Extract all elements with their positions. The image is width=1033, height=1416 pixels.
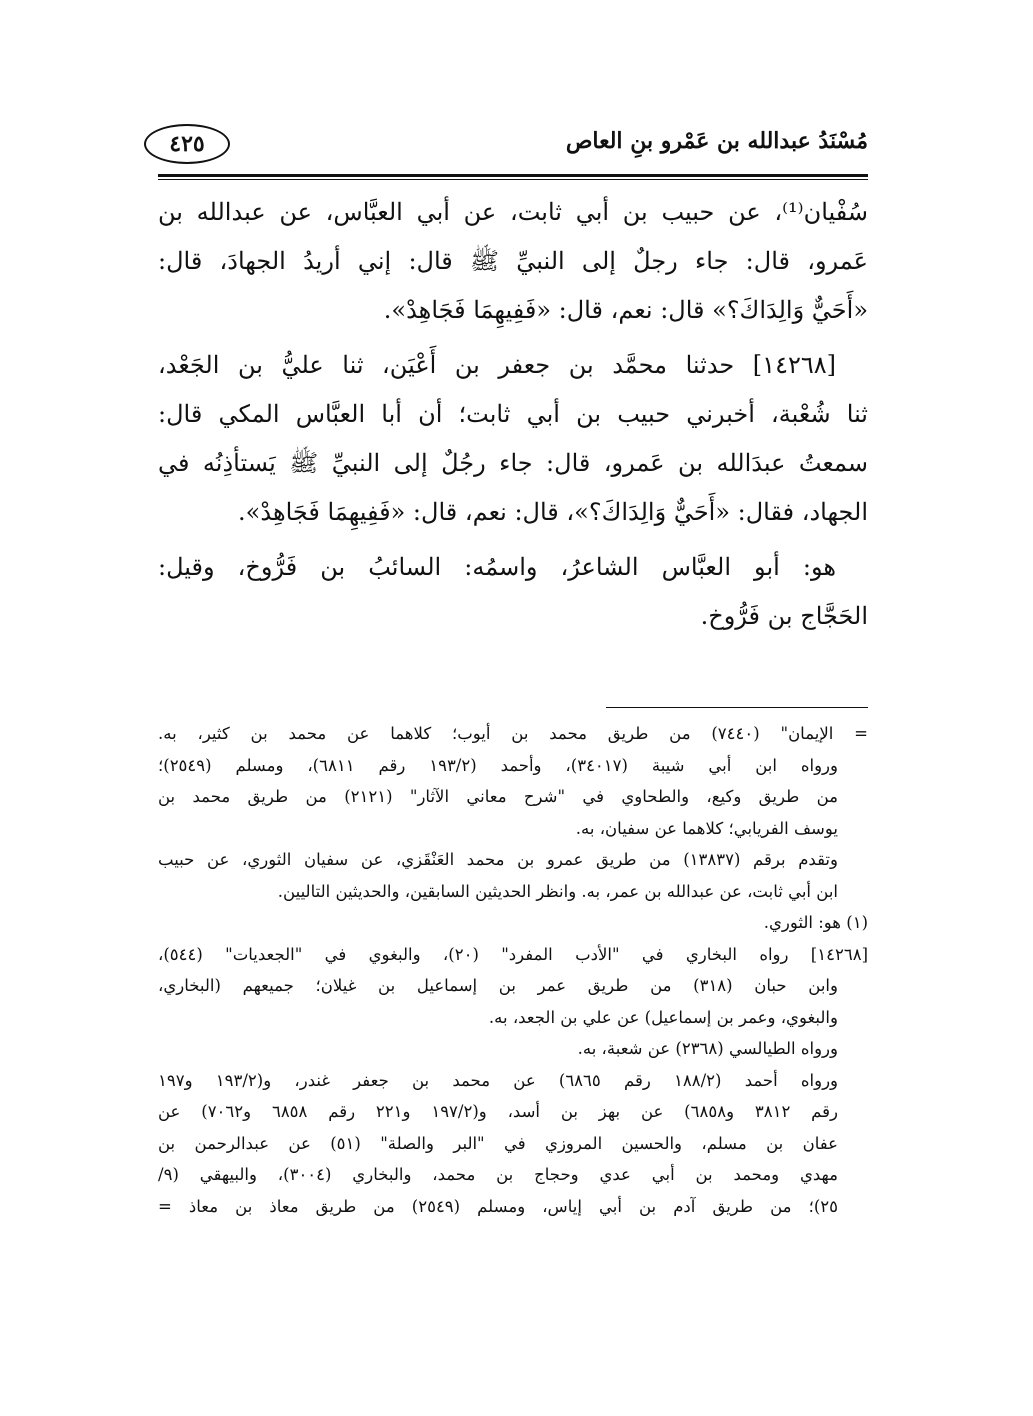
footnote-line: مهدي ومحمد بن أبي عدي وحجاج بن محمد، والبخاري (٣٠٠٤)، والبيهقي (٩/ <box>158 1165 839 1184</box>
text-line: سُفْيان⁽¹⁾، عن حبيب بن أبي ثابت، عن أبي العبَّاس، عن عبدالله بن <box>158 198 868 226</box>
footnote-line: من طريق وكيع، والطحاوي في "شرح معاني الآثار" (٢١٢١) من طريق محمد بن <box>158 787 838 806</box>
main-text <box>158 188 868 647</box>
footnotes <box>158 718 868 1222</box>
footnote-line: عفان بن مسلم، والحسين المروزي في "البر والصلة" (٥١) عن عبدالرحمن بن <box>158 1133 838 1153</box>
header-rule-thin <box>158 179 868 180</box>
footnote-separator <box>606 707 868 708</box>
footnote-line: ابن أبي ثابت، عن عبدالله بن عمر، به. وانظر الحديثين السابقين، والحديثين التاليين. <box>277 881 838 901</box>
footnote-line: وابن حبان (٣١٨) من طريق عمر بن إسماعيل بن غيلان؛ جميعهم (البخاري، <box>158 976 838 995</box>
footnote-line: يوسف الفريابي؛ كلاهما عن سفيان، به. <box>575 818 838 838</box>
footnote-line: ورواه ابن أبي شيبة (٣٤٠١٧)، وأحمد (١٩٣/٢ رقم ٦٨١١)، ومسلم (٢٥٤٩)؛ <box>158 755 838 775</box>
footnote-line: ورواه أحمد (١٨٨/٢ رقم ٦٨٦٥) عن محمد بن جعفر غندر، و(١٩٣/٢ و١٩٧ <box>158 1070 839 1090</box>
text-line: «أَحَيٌّ وَالِدَاكَ؟» قال: نعم، قال: «فَفِيهِمَا فَجَاهِدْ». <box>383 296 868 324</box>
paragraph <box>158 341 868 537</box>
text-line: ثنا شُعْبة، أخبرني حبيب بن أبي ثابت؛ أن أبا العبَّاس المكي قال: <box>158 400 868 428</box>
text-line: [١٤٢٦٨] حدثنا محمَّد بن جعفر بن أَعْيَن، ثنا عليُّ بن الجَعْد، <box>158 351 836 379</box>
footnote-line: [١٤٢٦٨] رواه البخاري في "الأدب المفرد" (٢٠)، والبغوي في "الجعديات" (٥٤٤)، <box>158 944 868 964</box>
footnote-line: (١) هو: الثوري. <box>763 913 868 932</box>
paragraph <box>158 543 868 641</box>
running-header-title: مُسْنَدُ عبدالله بن عَمْرو بنِ العاص <box>565 128 868 154</box>
text-line: هو: أبو العبَّاس الشاعرُ، واسمُه: السائبُ بن فَرُّوخ، وقيل: <box>158 553 836 581</box>
text-line: عَمرو، قال: جاء رجلٌ إلى النبيِّ ﷺ قال: إني أريدُ الجهادَ، قال: <box>158 247 868 275</box>
text-line: الحَجَّاج بن فَرُّوخ. <box>700 602 868 630</box>
footnote-line: والبغوي، وعمر بن إسماعيل) عن علي بن الجعد، به. <box>488 1007 838 1027</box>
text-line: الجهاد، فقال: «أَحَيٌّ وَالِدَاكَ؟»، قال: نعم، قال: «فَفِيهِمَا فَجَاهِدْ». <box>238 498 868 526</box>
header-rule-thick <box>158 174 868 177</box>
footnote-line: وتقدم برقم (١٣٨٣٧) من طريق عمرو بن محمد العَنْقَزي، عن سفيان الثوري، عن حبيب <box>158 850 838 869</box>
footnote-line: ٢٥)؛ من طريق آدم بن أبي إياس، ومسلم (٢٥٤٩) من طريق معاذ بن معاذ = <box>158 1196 839 1216</box>
text-line: سمعتُ عبدَالله بن عَمرو، قال: جاء رجُلٌ إلى النبيِّ ﷺ يَستأذِنُه في <box>158 449 868 477</box>
footnote-line: رقم ٣٨١٢ و٦٨٥٨) عن بهز بن أسد، و(١٩٧/٢ و٢٢١ رقم ٦٨٥٨ و٧٠٦٢) عن <box>158 1102 839 1121</box>
footnote-line: = الإيمان" (٧٤٤٠) من طريق محمد بن أيوب؛ كلاهما عن محمد بن كثير، به. <box>158 724 868 743</box>
paragraph <box>158 188 868 335</box>
footnote-line: ورواه الطيالسي (٢٣٦٨) عن شعبة، به. <box>577 1039 838 1058</box>
page-number-badge: ٤٢٥ <box>144 124 230 164</box>
